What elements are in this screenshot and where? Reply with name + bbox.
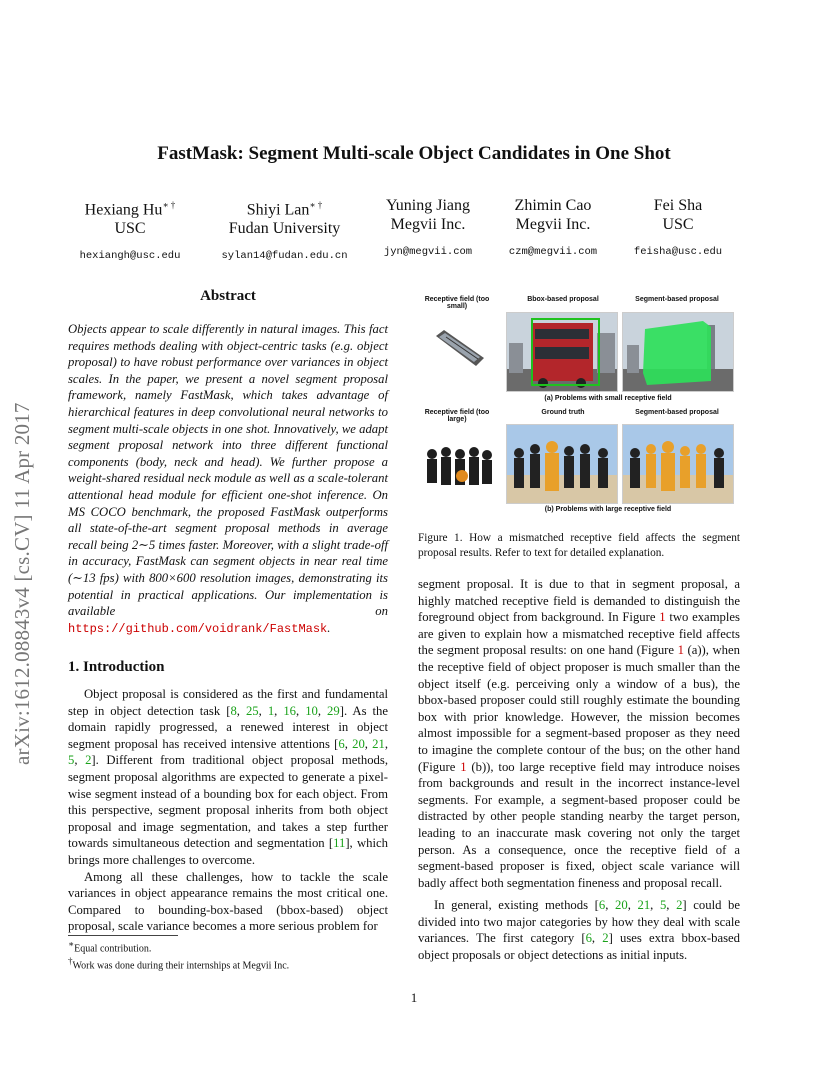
intro-paragraph-1	[68, 686, 388, 869]
author-email: feisha@usc.edu	[633, 246, 723, 258]
text: Object proposal is considered as the first and fundamental step in object detection task [	[68, 687, 388, 718]
citation-link[interactable]: 2	[85, 753, 92, 768]
figure-1-caption: Figure 1. How a mismatched receptive field affects the segment proposal results. Refer to text for detailed explanation.	[418, 532, 740, 559]
citation-link[interactable]: 21	[372, 736, 385, 751]
footnote-2	[68, 955, 289, 972]
text: ,	[384, 736, 389, 751]
citation-link[interactable]: 5	[659, 898, 667, 913]
citation-link[interactable]: 6	[585, 931, 592, 946]
abstract-body	[68, 321, 388, 637]
citation-link[interactable]: 16	[283, 703, 297, 718]
text: In general, existing methods [	[434, 898, 599, 913]
fig-label-receptive-large: Receptive field (too large)	[424, 409, 490, 423]
footnote-text: Equal contribution.	[74, 943, 152, 955]
citation-link[interactable]: 20	[615, 898, 628, 913]
text: ] uses extra bbox-based object proposals or object detections as initial inputs.	[418, 931, 741, 963]
fig-caption-a: (a) Problems with small receptive field	[544, 395, 672, 402]
text: ,	[591, 931, 603, 946]
fig-label-segment-a: Segment-based proposal	[635, 296, 719, 303]
text: segment proposal. It is due to that in segment proposal, a highly matched receptive field is demanded to distinguish the foreground object from background. In Figure	[418, 577, 740, 625]
text: ,	[317, 703, 328, 718]
author-2	[212, 196, 357, 266]
fig-label-segment-b: Segment-based proposal	[635, 409, 719, 416]
fig-label-ground-truth: Ground truth	[541, 409, 585, 416]
arxiv-identifier: arXiv:1612.08843v4 [cs.CV] 11 Apr 2017	[10, 402, 34, 765]
right-column-body	[418, 576, 740, 964]
citation-link[interactable]: 20	[352, 736, 365, 751]
citation-link[interactable]: 8	[230, 703, 237, 718]
author-affiliation: USC	[114, 220, 146, 238]
text: ,	[666, 898, 677, 913]
citation-link[interactable]: 6	[598, 898, 606, 913]
intro-paragraph-2: Among all these challenges, how to tackle the scale variances in object appearance remains the most critical one. Compared to bounding-box-based (bbox-based) object proposal, scale variance becomes a more serious problem for	[68, 869, 388, 934]
text: ,	[236, 703, 246, 718]
author-marks: ∗ †	[309, 200, 323, 210]
citation-link[interactable]: 1	[267, 703, 275, 718]
receptive-field-large-image	[422, 440, 496, 496]
citation-link[interactable]: 2	[676, 898, 683, 913]
author-email: sylan14@fudan.edu.cn	[221, 250, 348, 263]
people-segment-image	[622, 424, 734, 504]
author-marks: ∗ †	[162, 200, 176, 210]
text: ,	[364, 736, 373, 751]
citation-link[interactable]: 21	[637, 898, 651, 913]
fig-caption-b: (b) Problems with large receptive field	[544, 506, 672, 513]
text: ]. Different from traditional object proposal methods, segment proposal algorithms are expected to generate a pixel-wise segment instead of a bounding box for each object. From this perspective, segment proposal inherits from both object proposal and image segmentation, and takes a step further towards simultaneous detection and segmentation [	[68, 753, 389, 851]
text: ,	[605, 898, 616, 913]
author-name: Hexiang Hu	[84, 201, 163, 219]
author-affiliation: Fudan University	[228, 220, 341, 238]
abstract-text: Objects appear to scale differently in natural images. This fact requires methods dealing with object-centric tasks (e.g. object proposal) to have robust performance over variances in object scales. In the paper, we present a novel segment proposal framework, namely FastMask, which takes advantage of hierarchical features in deep convolutional neural networks to segment multi-scale objects in one shot. Innovatively, we adapt segment proposal network into three different functional components (body, neck and head). We further propose a weight-shared residual neck module as well as a scale-tolerant attentional head module for efficient one-shot inference. On MS COCO benchmark, the proposed FastMask outperforms all state-of-the-art segment proposal methods in average recall being 2∼5 times faster. Moreover, with a slight trade-off in accuracy, FastMask can segment objects in near real time (∼13 fps) with 800×600 resolution images, demonstrating its potential in practical applications. Our implementation is available on	[68, 322, 388, 619]
author-email: hexiangh@usc.edu	[79, 250, 181, 263]
text: ,	[274, 703, 284, 718]
author-5	[618, 196, 738, 262]
page-number: 1	[410, 990, 418, 1005]
text: ] could be divided into two major categories by how they deal with scale variances. The first category [	[418, 898, 741, 946]
citation-link[interactable]: 6	[338, 736, 345, 751]
fig-label-bbox: Bbox-based proposal	[527, 296, 599, 303]
text: (a)), when the receptive field of object proposer is much smaller than the object itself (e.g. perceiving only a window of a bus), the bbox-based proposer could still roughly estimate the bounding box with prior knowledge. However, the mission becomes almost impossible for a segment-based proposer as they need to imagine the complete contour of the bus; on the other hand (Figure	[418, 643, 740, 774]
abstract-end: .	[327, 620, 331, 635]
text: two examples are given to explain how a mismatched receptive field affects the segment proposal results: on one hand (Figure	[418, 610, 740, 658]
citation-link[interactable]: 29	[327, 703, 340, 718]
figure-ref-link[interactable]: 1	[460, 759, 467, 774]
figure-ref-link[interactable]: 1	[659, 610, 666, 625]
author-name: Shiyi Lan	[246, 201, 310, 219]
author-email: jyn@megvii.com	[383, 246, 473, 258]
bus-segment-image	[622, 312, 734, 392]
text: ,	[344, 736, 353, 751]
citation-link[interactable]: 25	[245, 703, 259, 718]
intro-heading: 1. Introduction	[68, 659, 165, 675]
footnote-mark: ∗	[68, 939, 75, 949]
author-name: Zhimin Cao	[514, 197, 592, 214]
citation-link[interactable]: 5	[68, 753, 75, 768]
author-3	[368, 196, 488, 262]
footnote-text: Work was done during their internships at Megvii Inc.	[72, 960, 290, 972]
author-affiliation: USC	[662, 216, 694, 233]
text: ]. As the domain rapidly progressed, a renewed interest in object segment proposal has received intensive attentions [	[68, 703, 389, 751]
citation-link[interactable]: 11	[333, 836, 346, 851]
ground-truth-image	[506, 424, 618, 504]
right-paragraph-2	[418, 897, 740, 963]
footnote-rule	[68, 935, 178, 936]
text: ,	[296, 703, 306, 718]
code-link[interactable]: https://github.com/voidrank/FastMask	[68, 621, 328, 636]
text: ,	[627, 898, 638, 913]
citation-link[interactable]: 10	[305, 703, 318, 718]
author-email: czm@megvii.com	[508, 246, 598, 258]
citation-link[interactable]: 2	[602, 931, 609, 946]
text: ], which brings more challenges to overcome.	[68, 836, 388, 867]
paper-title: FastMask: Segment Multi-scale Object Candidates in One Shot	[157, 143, 671, 164]
author-name: Fei Sha	[653, 197, 703, 214]
receptive-field-small-image	[434, 328, 486, 368]
figure-ref-link[interactable]: 1	[677, 643, 684, 658]
text: (b)), too large receptive field may introduce noises from backgrounds and result in the incorrect instance-level segments. For example, a segment-based proposer could be distracted by other people standing nearby the target person, leading to an inaccurate mask covering not only the target person. As a consequence, once the receptive field of a segment-based proposer is fixed, object scale variance will badly affect both segmentation fineness and proposal recall.	[418, 759, 740, 890]
text: ,	[74, 753, 86, 768]
author-affiliation: Megvii Inc.	[515, 216, 591, 233]
author-1	[70, 196, 190, 266]
footnote-1	[68, 938, 289, 955]
text: ,	[650, 898, 660, 913]
author-name: Yuning Jiang	[386, 197, 470, 214]
figure-1	[418, 290, 740, 520]
abstract-heading: Abstract	[200, 288, 256, 304]
author-affiliation: Megvii Inc.	[390, 216, 466, 233]
footnote-mark: †	[68, 956, 73, 967]
footnotes	[68, 938, 289, 973]
intro-body	[68, 686, 388, 935]
author-4	[493, 196, 613, 262]
bus-bbox-image	[506, 312, 618, 392]
fig-label-receptive-small: Receptive field (too small)	[424, 296, 490, 310]
right-paragraph-1	[418, 576, 740, 891]
text: ,	[258, 703, 268, 718]
